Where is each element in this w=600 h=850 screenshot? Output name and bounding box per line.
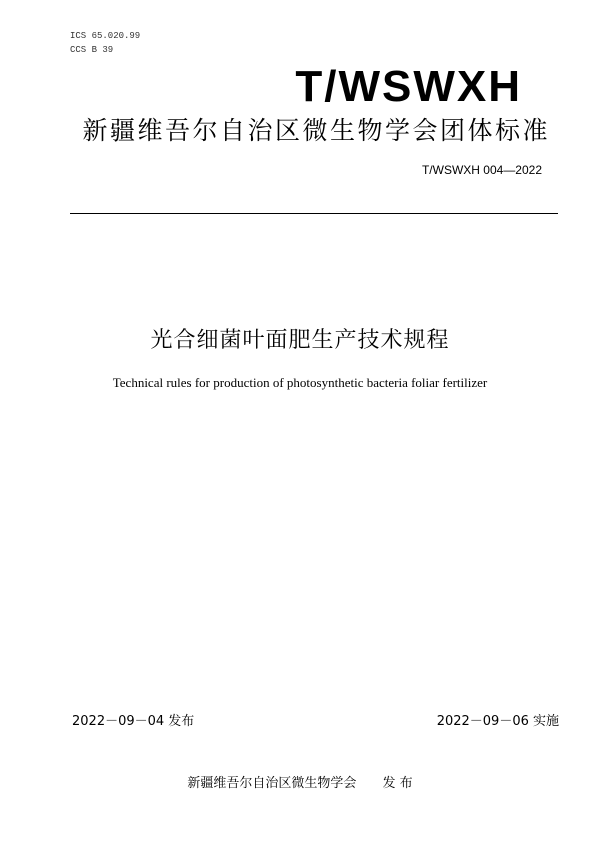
implement-date: 2022－09－06 实施 <box>436 714 559 729</box>
standard-number: T/WSWXH 004—2022 <box>421 163 542 177</box>
chinese-title: 光合细菌叶面肥生产技术规程 <box>150 328 450 353</box>
issuer-name: 新疆维吾尔自治区微生物学会 <box>187 776 357 791</box>
english-title: Technical rules for production of photosynthetic bacteria foliar fertilizer <box>112 375 488 390</box>
header-divider <box>70 213 558 214</box>
standard-brand-logo: T/WSWXH <box>295 62 522 111</box>
ics-code: ICS 65.020.99 <box>70 31 141 41</box>
issuer-line <box>0 775 600 793</box>
issue-action: 发 布 <box>382 776 413 791</box>
organization-title: 新疆维吾尔自治区微生物学会团体标准 <box>82 116 550 145</box>
publish-date: 2022－09－04 发布 <box>72 714 195 729</box>
ccs-code: CCS B 39 <box>70 45 114 55</box>
